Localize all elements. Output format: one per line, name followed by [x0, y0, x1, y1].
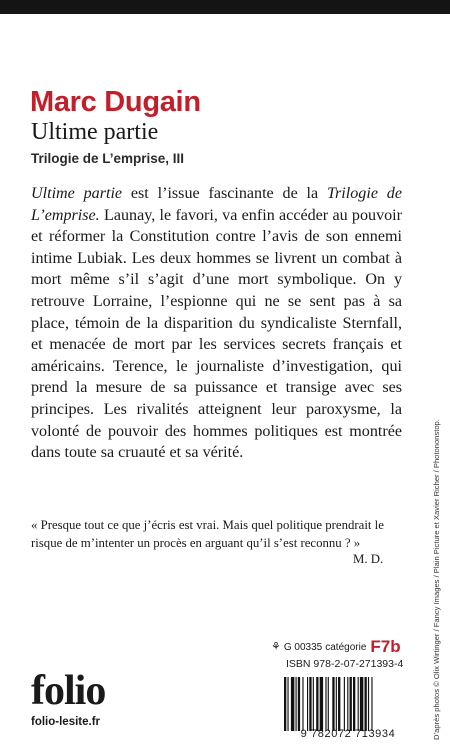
barcode-bar — [287, 677, 288, 731]
barcode-bar — [347, 677, 348, 731]
barcode-bar — [371, 677, 372, 731]
barcode-bar — [360, 677, 363, 731]
barcode — [283, 677, 413, 731]
barcode-bar — [284, 677, 286, 731]
barcode-bar — [320, 677, 323, 731]
photo-credits: D’après photos © Olix Wirtinger / Fancy Images / Plain Picture et Xavier Richer / Photononstop. — [432, 419, 441, 740]
blurb-text-2: Launay, le favori, va enfin accéder au pouvoir et réformer la Constitution contre l’avis de son ennemi intime Lubiak. Les deux hommes se livrent un combat à mort même s’il s’agit d’une mort symbolique. On y retrouve Lorraine, l’espionne qui ne se sent pas à sa place, témoin de la disparition du syndicaliste Sternfall, et menacée de mort par les services secrets français et américains. Terence, le journaliste d’investigation, qui prend la mesure de sa puissance et transige avec ses principes. Les rivalités atteignent leur paroxysme, la volonté de pouvoir des hommes politiques est montrée dans toute sa cruauté et sa vérité. — [31, 206, 402, 462]
category-value: F7b — [370, 637, 401, 656]
top-band — [0, 0, 450, 14]
barcode-digits: 9 782072 713934 — [300, 728, 396, 740]
book-title: Ultime partie — [31, 119, 159, 145]
blurb — [31, 183, 402, 464]
blurb-lead-title: Ultime partie — [31, 185, 123, 202]
quote: « Presque tout ce que j’écris est vrai. Mais quel politique prendrait le risque de m’intenter un procès en arguant qu’il s’est reconnu ? » — [31, 518, 384, 550]
barcode-bar — [313, 677, 314, 731]
isbn: ISBN 978-2-07-271393-4 — [286, 658, 404, 670]
author-name: Marc Dugain — [30, 86, 201, 118]
barcode-bar — [365, 677, 367, 731]
blurb-series-title: Trilogie de L’emprise. — [31, 185, 402, 224]
barcode-bar — [307, 677, 308, 731]
barcode-bar — [358, 677, 359, 731]
barcode-bar — [344, 677, 345, 731]
barcode-bar — [302, 677, 303, 731]
barcode-bar — [291, 677, 294, 731]
catalog-code-row — [271, 637, 401, 657]
barcode-bar — [353, 677, 355, 731]
barcode-bar — [338, 677, 340, 731]
catalog-code: G 00335 — [283, 642, 323, 653]
barcode-bar — [298, 677, 300, 731]
flower-icon: ⚘ — [271, 641, 281, 653]
barcode-bar — [328, 677, 329, 731]
barcode-bar — [296, 677, 297, 731]
category-label: catégorie — [325, 642, 367, 653]
barcode-bar — [350, 677, 352, 731]
blurb-text-1: est l’issue fascinante de la — [122, 185, 327, 202]
publisher-site: folio-lesite.fr — [31, 716, 101, 728]
barcode-bar — [336, 677, 337, 731]
barcode-bar — [325, 677, 326, 731]
book-subtitle: Trilogie de L’emprise, III — [31, 151, 185, 166]
barcode-bar — [309, 677, 311, 731]
barcode-bar — [332, 677, 334, 731]
barcode-bar — [316, 677, 318, 731]
folio-logo: folio — [31, 668, 106, 714]
quote-signature: M. D. — [353, 552, 384, 566]
barcode-bar — [368, 677, 369, 731]
